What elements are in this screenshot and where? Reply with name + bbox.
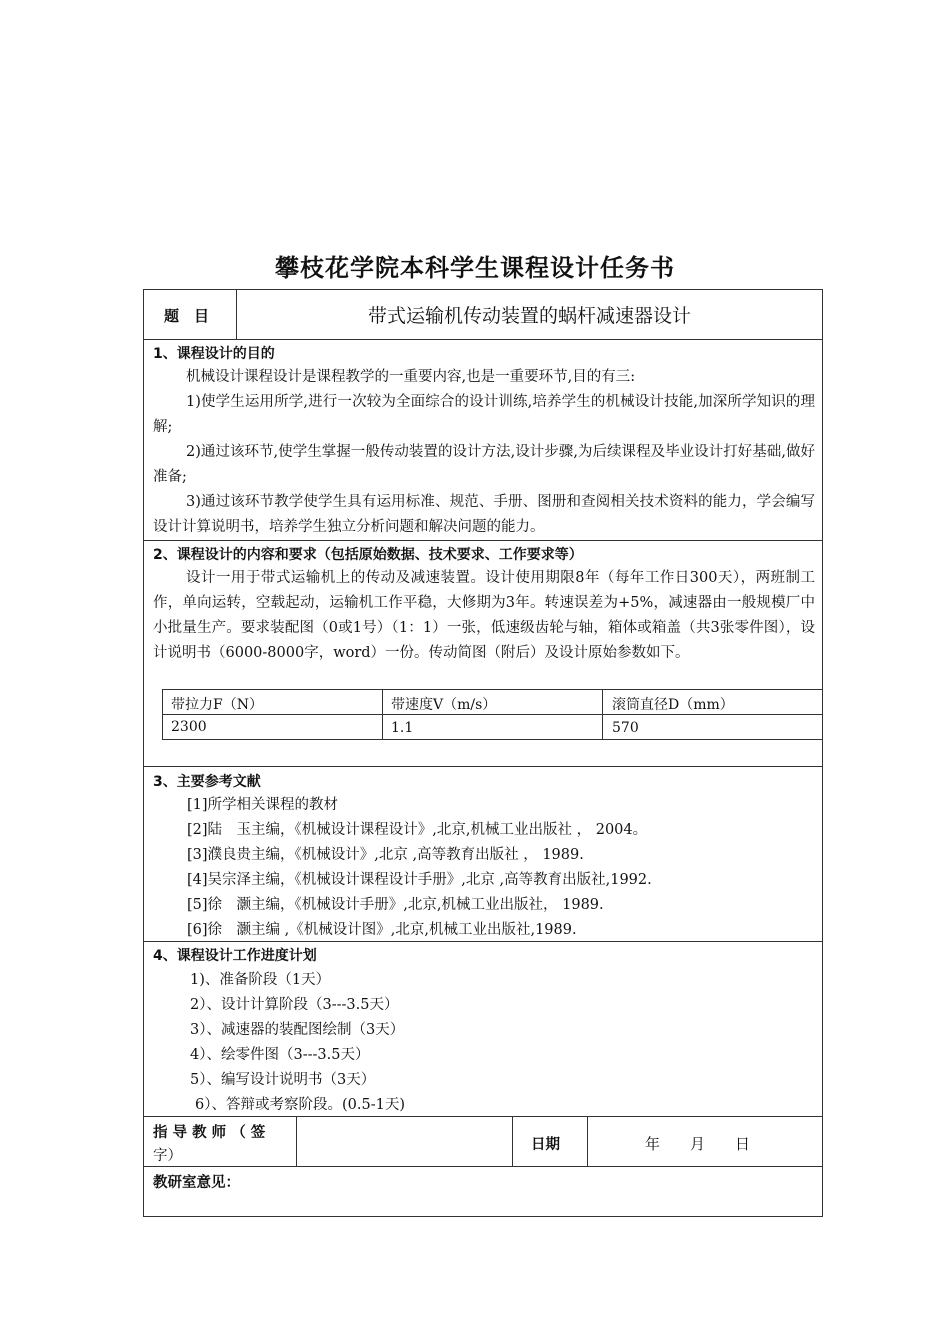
reference-item: [4]吴宗泽主编，《机械设计课程设计手册》,北京 ,高等教育出版社,1992. xyxy=(187,872,652,888)
schedule-item: 1)、准备阶段（1天） xyxy=(190,972,331,988)
section2-paragraph: 设计一用于带式运输机上的传动及减速装置。设计使用期限8年（每年工作日300天），两班制工作，单向运转，空载起动，运输机工作平稳，大修期为3年。转速误差为+5%，减速器由一般规模厂中小批量生产。要求装配图（0或1号）（1：1）一张，低速级齿轮与轴，箱体或箱盖（共3张零件图），设计说明书（6000-8000字，word）一份。传动简图（附后）及设计原始参数如下。 xyxy=(153,570,815,661)
divider xyxy=(143,1166,823,1167)
reference-item: [5]徐 灏主编，《机械设计手册》,北京,机械工业出版社， 1989. xyxy=(187,897,604,913)
divider xyxy=(296,1116,297,1166)
divider xyxy=(143,339,823,340)
table-header-diameter: 滚筒直径D（mm） xyxy=(612,697,734,713)
schedule-list xyxy=(190,968,405,1118)
section1-body xyxy=(153,365,815,540)
reference-item: [6]徐 灏主编 ,《机械设计图》,北京,机械工业出版社,1989. xyxy=(187,922,577,938)
table-value-speed: 1.1 xyxy=(391,720,414,736)
section1-paragraph: 3)通过该环节教学使学生具有运用标准、规范、手册、图册和查阅相关技术资料的能力，学会编写设计计算说明书，培养学生独立分析问题和解决问题的能力。 xyxy=(153,494,815,535)
section1-heading: 1、课程设计的目的 xyxy=(153,346,275,362)
section3-heading: 3、主要参考文献 xyxy=(153,774,261,790)
reference-item: [2]陆 玉主编，《机械设计课程设计》,北京,机械工业出版社 ， 2004。 xyxy=(187,822,648,838)
schedule-item: 5）、编写设计说明书（3天） xyxy=(190,1072,376,1088)
office-opinion-label: 教研室意见： xyxy=(153,1175,240,1191)
table-value-force: 2300 xyxy=(171,719,207,735)
schedule-item: 6）、答辩或考察阶段。(0.5-1天) xyxy=(195,1097,405,1113)
date-label: 日期 xyxy=(531,1137,560,1153)
section2-body xyxy=(153,566,815,666)
document-title: 攀枝花学院本科学生课程设计任务书 xyxy=(275,254,675,282)
divider xyxy=(587,1116,588,1166)
section1-paragraph: 2)通过该环节,使学生掌握一般传动装置的设计方法,设计步骤,为后续课程及毕业设计打好基础,做好准备; xyxy=(153,444,815,485)
topic-value: 带式运输机传动装置的蜗杆减速器设计 xyxy=(367,305,691,327)
reference-list xyxy=(187,793,652,943)
schedule-item: 2）、设计计算阶段（3---3.5天） xyxy=(190,997,399,1013)
divider xyxy=(143,766,823,767)
reference-item: [3]濮良贵主编，《机械设计》,北京 ,高等教育出版社 ， 1989. xyxy=(187,847,584,863)
table-value-diameter: 570 xyxy=(612,720,639,736)
section2-heading: 2、课程设计的内容和要求（包括原始数据、技术要求、工作要求等） xyxy=(153,547,583,563)
advisor-label-cont: 字） xyxy=(153,1148,182,1164)
divider xyxy=(162,714,823,715)
advisor-label: 指 导 教 师 （ 签 xyxy=(153,1125,266,1141)
table-header-speed: 带速度V（m/s） xyxy=(391,697,497,713)
date-field[interactable]: 年 月 日 xyxy=(645,1135,751,1153)
section1-paragraph: 1)使学生运用所学,进行一次较为全面综合的设计训练,培养学生的机械设计技能,加深所学知识的理解; xyxy=(153,394,815,435)
reference-item: [1]所学相关课程的教材 xyxy=(187,797,339,813)
section1-paragraph: 机械设计课程设计是课程教学的一重要内容,也是一重要环节,目的有三: xyxy=(186,369,636,385)
divider xyxy=(143,540,823,541)
schedule-item: 4）、绘零件图（3---3.5天） xyxy=(190,1047,370,1063)
table-header-force: 带拉力F（N） xyxy=(171,697,263,713)
topic-label: 题 目 xyxy=(164,307,210,325)
section4-heading: 4、课程设计工作进度计划 xyxy=(153,948,317,964)
divider xyxy=(512,1116,513,1166)
schedule-item: 3）、减速器的装配图绘制（3天） xyxy=(190,1022,405,1038)
advisor-signature-field[interactable] xyxy=(298,1118,510,1164)
